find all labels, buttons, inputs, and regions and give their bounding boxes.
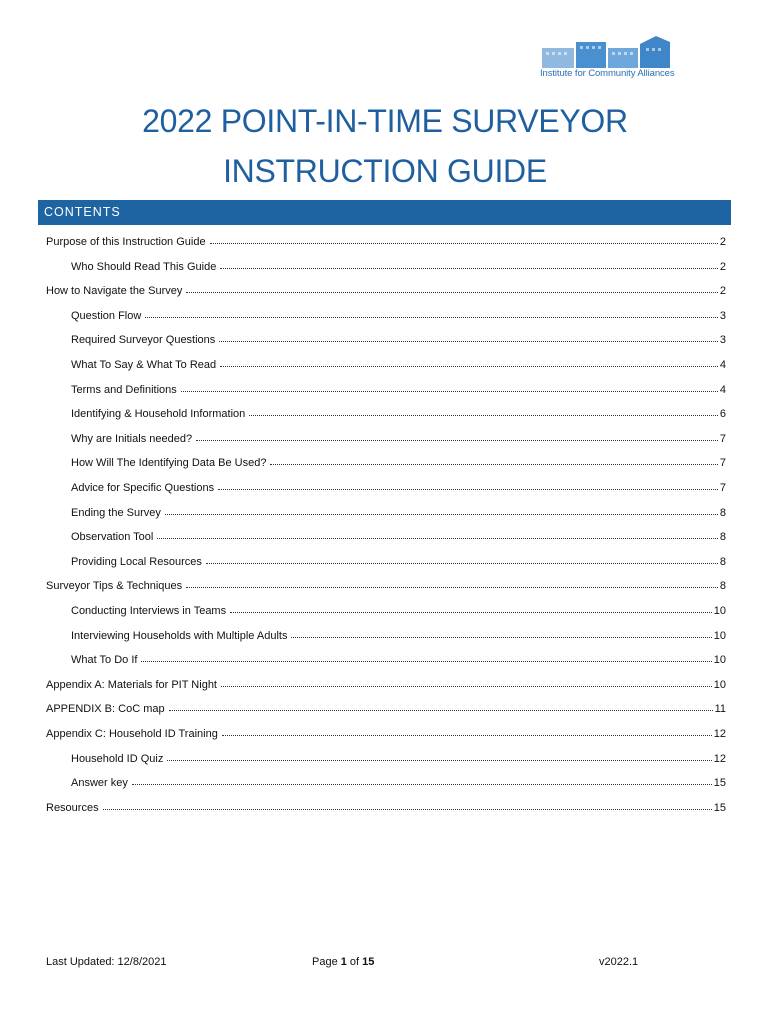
toc-dot-leader: [186, 587, 718, 588]
toc-dot-leader: [196, 440, 718, 441]
document-title: 2022 POINT-IN-TIME SURVEYOR INSTRUCTION GUIDE: [142, 103, 628, 189]
toc-entry[interactable]: [71, 476, 726, 494]
contents-heading-bar: [38, 200, 731, 225]
toc-entry[interactable]: [71, 427, 726, 445]
toc-entry[interactable]: [71, 353, 726, 371]
toc-entry-page: 8: [719, 531, 726, 544]
toc-entry-page: 7: [719, 457, 726, 470]
toc-entry-label: Conducting Interviews in Teams: [71, 605, 227, 617]
toc-dot-leader: [222, 735, 712, 736]
toc-entry-page: 10: [713, 605, 726, 617]
toc-entry-page: 8: [719, 555, 726, 568]
toc-entry-label: Identifying & Household Information: [71, 408, 246, 421]
toc-entry-label: Interviewing Households with Multiple Adults: [71, 629, 288, 642]
toc-entry[interactable]: [71, 624, 726, 642]
toc-entry[interactable]: [46, 574, 726, 592]
toc-entry-label: Resources: [46, 801, 99, 814]
toc-entry-page: 10: [713, 678, 726, 691]
toc-entry-page: 3: [719, 309, 726, 322]
toc-entry-page: 4: [719, 359, 726, 371]
toc-entry[interactable]: [46, 722, 726, 740]
toc-dot-leader: [145, 317, 718, 318]
toc-entry-label: Answer key: [71, 777, 128, 790]
toc-entry[interactable]: [46, 230, 726, 248]
contents-heading: CONTENTS: [44, 205, 121, 219]
toc-entry-label: What To Do If: [71, 654, 138, 667]
toc-entry[interactable]: [71, 747, 726, 765]
toc-entry-label: How Will The Identifying Data Be Used?: [71, 457, 267, 470]
toc-entry[interactable]: [71, 451, 726, 469]
toc-dot-leader: [221, 686, 712, 687]
toc-entry-page: 11: [714, 703, 726, 716]
toc-entry-page: 8: [719, 580, 726, 593]
logo-text: Institute for Community Alliances: [540, 68, 675, 79]
toc-entry-page: 15: [713, 777, 726, 790]
toc-entry-label: Why are Initials needed?: [71, 432, 193, 445]
footer-last-updated: Last Updated: 12/8/2021: [46, 956, 167, 968]
toc-entry-label: Question Flow: [71, 309, 142, 322]
institute-logo: [540, 36, 675, 84]
toc-entry-label: Advice for Specific Questions: [71, 482, 215, 494]
toc-dot-leader: [141, 661, 711, 662]
toc-dot-leader: [220, 366, 718, 367]
toc-dot-leader: [210, 243, 718, 244]
toc-entry-page: 2: [719, 260, 726, 273]
toc-entry-page: 3: [719, 334, 726, 347]
toc-dot-leader: [103, 809, 712, 810]
toc-entry[interactable]: [46, 279, 726, 297]
toc-entry-label: Appendix A: Materials for PIT Night: [46, 678, 217, 691]
footer-version: v2022.1: [599, 956, 639, 968]
toc-entry-label: Who Should Read This Guide: [71, 260, 217, 273]
toc-dot-leader: [206, 563, 718, 564]
toc-dot-leader: [270, 464, 717, 465]
toc-entry-label: APPENDIX B: CoC map: [46, 703, 165, 716]
toc-entry-page: 12: [713, 728, 726, 740]
toc-entry-label: Ending the Survey: [71, 506, 161, 519]
toc-dot-leader: [186, 292, 718, 293]
toc-entry-label: Terms and Definitions: [71, 383, 177, 396]
toc-dot-leader: [167, 760, 711, 761]
toc-dot-leader: [218, 489, 718, 490]
toc-dot-leader: [181, 391, 718, 392]
toc-entry[interactable]: [46, 796, 726, 814]
toc-dot-leader: [230, 612, 712, 613]
toc-entry[interactable]: [71, 255, 726, 273]
toc-dot-leader: [249, 415, 718, 416]
footer-page-number: [312, 956, 374, 968]
page-current: 1: [340, 956, 347, 968]
toc-entry[interactable]: [46, 673, 726, 691]
toc-entry-label: What To Say & What To Read: [71, 359, 217, 371]
toc-entry[interactable]: [71, 648, 726, 666]
toc-dot-leader: [169, 710, 713, 711]
page-total: 15: [362, 956, 375, 968]
toc-entry-page: 12: [713, 752, 726, 765]
toc-dot-leader: [157, 538, 718, 539]
toc-entry[interactable]: [71, 304, 726, 322]
toc-dot-leader: [165, 514, 718, 515]
toc-entry-label: Household ID Quiz: [71, 752, 164, 765]
toc-entry[interactable]: [71, 378, 726, 396]
page-prefix: Page: [312, 956, 341, 968]
toc-dot-leader: [132, 784, 712, 785]
toc-entry[interactable]: [71, 525, 726, 543]
buildings-logo-icon: [540, 36, 672, 68]
toc-entry-page: 6: [719, 408, 726, 421]
toc-entry-label: Purpose of this Instruction Guide: [46, 236, 206, 248]
page-of: of: [346, 956, 363, 968]
toc-entry[interactable]: [71, 328, 726, 346]
toc-entry-page: 2: [719, 285, 726, 298]
toc-entry[interactable]: [46, 697, 726, 715]
toc-entry-page: 10: [713, 629, 726, 642]
toc-entry-label: Required Surveyor Questions: [71, 334, 216, 347]
toc-entry[interactable]: [71, 402, 726, 420]
toc-entry-page: 8: [719, 506, 726, 519]
toc-dot-leader: [220, 268, 718, 269]
toc-entry-label: Surveyor Tips & Techniques: [46, 580, 183, 593]
toc-entry-label: Observation Tool: [71, 531, 154, 544]
toc-entry-page: 15: [713, 801, 726, 814]
toc-entry-page: 4: [719, 383, 726, 396]
toc-entry[interactable]: [71, 550, 726, 568]
toc-entry-label: How to Navigate the Survey: [46, 285, 183, 298]
toc-entry[interactable]: [71, 599, 726, 617]
toc-entry[interactable]: [71, 771, 726, 789]
toc-entry-page: 2: [719, 236, 726, 248]
toc-entry-page: 7: [719, 482, 726, 494]
toc-entry-page: 7: [719, 432, 726, 445]
toc-entry-label: Appendix C: Household ID Training: [46, 728, 218, 740]
toc-entry[interactable]: [71, 501, 726, 519]
toc-entry-page: 10: [713, 654, 726, 667]
toc-dot-leader: [291, 637, 711, 638]
toc-dot-leader: [219, 341, 718, 342]
toc-entry-label: Providing Local Resources: [71, 555, 202, 568]
